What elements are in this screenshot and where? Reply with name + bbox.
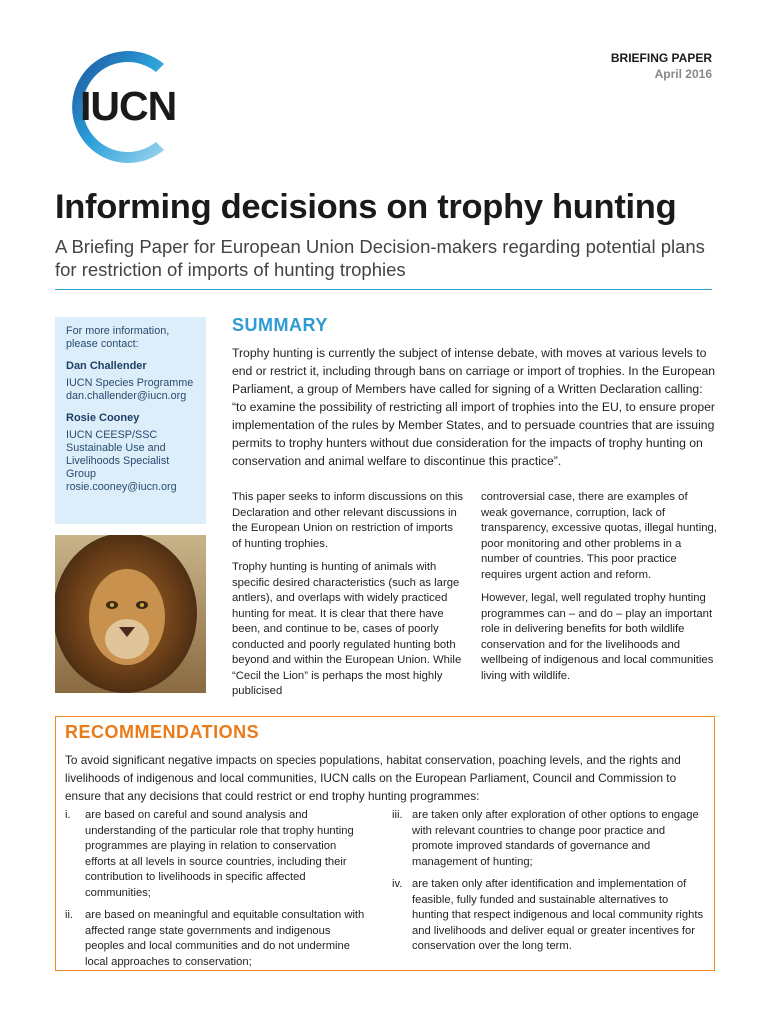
item-text: are taken only after identification and implementation of feasible, fully funded and sustainable alternatives to hunting that respect indigenous and local community rights and livelihoods and deliver equal or greater incentives for conservation over the long term. [412,878,704,952]
lion-photo [55,535,206,693]
item-number: iii. [392,809,403,821]
page-subtitle: A Briefing Paper for European Union Decision-makers regarding potential plans for restriction of imports of hunting trophies [55,236,705,280]
contact-org: IUCN CEESP/SSC Sustainable Use and Livelihoods Specialist Group [66,429,170,480]
paragraph: However, legal, well regulated trophy hunting programmes can – and do – play an important role in delivering benefits for both wildlife conservation and for the livelihoods and wellbeing of indigenous and local communities living with wildlife. [481,592,714,682]
contact-intro: For more information, please contact: [66,325,170,350]
page-title: Informing decisions on trophy hunting [55,188,677,226]
recommendations-heading: RECOMMENDATIONS [65,722,260,742]
iucn-logo [52,50,182,165]
contact-box [55,317,206,524]
logo-text: IUCN [80,83,177,129]
lion-image-icon [55,535,206,693]
recommendations-list-left [65,808,370,977]
list-item [65,808,370,901]
paragraph: This paper seeks to inform discussions on this Declaration and other relevant discussions in the European Union on restriction of imports of hunting trophies. [232,491,464,550]
summary-heading: SUMMARY [232,315,328,335]
contact-person [66,360,200,403]
item-text: are taken only after exploration of other options to engage with relevant countries to change poor practice and promote improved standards of governance and management of hunting; [412,809,699,868]
item-number: ii. [65,909,74,921]
briefing-meta [611,51,712,81]
contact-person [66,412,200,494]
paragraph: controversial case, there are examples of weak governance, corruption, lack of transparency, excessive quotas, illegal hunting, poor monitoring and other problems in a number of countries. This poor practice requires urgent action and reform. [481,491,717,581]
recommendations-intro: To avoid significant negative impacts on species populations, habitat conservation, poaching levels, and the rights and livelihoods of indigenous and local communities, IUCN calls on the European Parliament, Council and Commission to ensure that any decisions that could restrict or end trophy hunting programmes: [65,753,681,803]
contact-email[interactable]: rosie.cooney@iucn.org [66,481,177,493]
contact-org: IUCN Species Programme [66,377,194,389]
list-item [392,877,707,955]
contact-email[interactable]: dan.challender@iucn.org [66,390,187,402]
summary-column-left [232,490,464,708]
briefing-label: BRIEFING PAPER [610,51,712,65]
contact-name: Rosie Cooney [66,412,140,424]
briefing-date: April 2016 [654,67,712,81]
item-number: i. [65,809,71,821]
summary-lead: Trophy hunting is currently the subject of intense debate, with moves at various levels to end or restrict it, including through bans on carriage or import of trophies. In the European Parliament, a group of Members have called for signing of a Written Declaration calling: “to examine the possibility of restricting all import of trophies into the EU, to ensure proper implementation of the rules by Member States, and to persuade countries that are issuing permits to trophy hunters without due consideration for the impacts of trophy hunting on conservation and animal welfare to discontinue this practice”. [232,346,716,468]
list-item [392,808,707,870]
list-item [65,908,370,970]
recommendations-list-right [392,808,707,962]
item-number: iv. [392,878,403,890]
paragraph: Trophy hunting is hunting of animals with specific desired characteristics (such as large antlers), and overlaps with widely practiced hunting for meat. It is clear that there have been, and continue to be, cases of poorly conducted and poorly regulated hunting both beyond and within the European Union. While “Cecil the Lion” is perhaps the most highly publicised [232,561,462,697]
title-divider [55,289,712,290]
summary-column-right [481,490,717,692]
item-text: are based on meaningful and equitable consultation with affected range state governments and indigenous peoples and local communities and do not undermine local approaches to conservation; [85,909,365,968]
item-text: are based on careful and sound analysis and understanding of the particular role that trophy hunting programmes are playing in relation to conservation efforts at all levels in source countries, including their contribution to livelihoods in specific affected communities; [85,809,354,899]
contact-name: Dan Challender [66,360,147,372]
